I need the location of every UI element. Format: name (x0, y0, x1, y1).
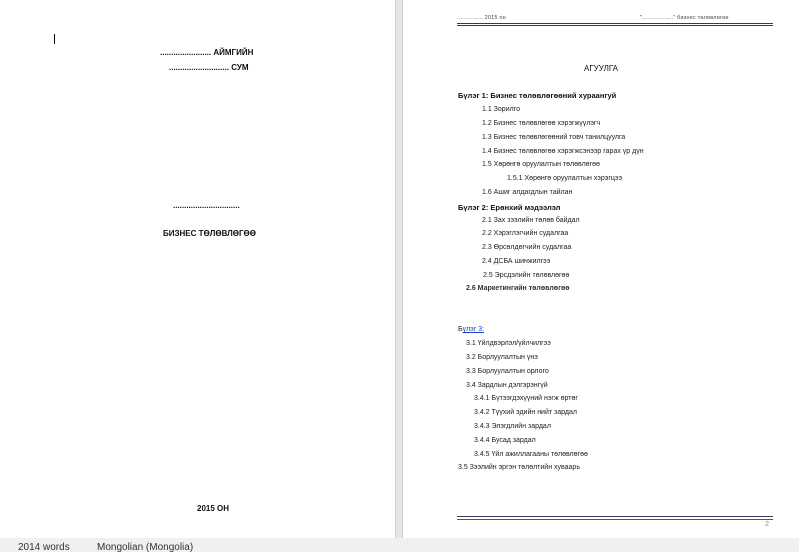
toc-item[interactable]: 3.2 Борлуулалтын үнэ (466, 354, 538, 361)
toc-item[interactable]: 2.3 Өрсөлдөгчийн судалгаа (482, 244, 572, 251)
toc-item[interactable]: 1.4 Бизнес төлөвлөгөө хэрэгжсэнээр гарах үр дүн (482, 148, 644, 155)
toc-item[interactable]: 2.6 Маркетингийн төлөвлөгөө (466, 285, 570, 292)
toc-item[interactable]: 1.3 Бизнес төлөвлөгөөний товч танилцуулга (482, 134, 626, 141)
document-page-2[interactable] (403, 0, 799, 538)
text-cursor (54, 34, 55, 44)
document-page-1[interactable] (0, 0, 395, 538)
word-count[interactable]: 2014 words (18, 542, 70, 552)
toc-subitem[interactable]: 3.4.4 Бусад зардал (474, 437, 536, 444)
toc-chapter-3-prefix: Б (458, 326, 463, 333)
header-left: ............... 2015 он (457, 15, 506, 21)
status-bar (0, 538, 799, 552)
toc-chapter-3[interactable] (458, 326, 484, 333)
toc-item[interactable]: 2.4 ДСБА шинжилгээ (482, 258, 551, 265)
toc-item[interactable]: 2.2 Хэрэглэгчийн судалгаа (482, 230, 569, 237)
aimag-line: ....................... АЙМГИЙН (160, 48, 254, 57)
page-number: 2 (765, 521, 769, 528)
toc-chapter-3-link[interactable]: үлэг 3: (462, 326, 485, 333)
header-right: ".................." бизнес төлөвлөгөө (640, 15, 729, 21)
header-rule-2 (457, 25, 773, 26)
toc-item[interactable]: 3.3 Борлуулалтын орлого (466, 368, 549, 375)
toc-item[interactable]: 1.2 Бизнес төлөвлөгөө хэрэгжүүлэгч (482, 120, 601, 127)
toc-subitem[interactable]: 3.4.1 Бүтээгдэхүүний нэгж өртөг (474, 395, 578, 402)
footer-rule-red (457, 519, 773, 520)
toc-item[interactable]: 2.1 Зах зээлийн төлөв байдал (482, 217, 580, 224)
toc-subitem[interactable]: 3.4.2 Түүхий эдийн нийт зардал (474, 409, 577, 416)
toc-title: АГУУЛГА (584, 64, 618, 73)
document-title: БИЗНЕС ТӨЛӨВЛӨГӨӨ (163, 229, 256, 238)
toc-item[interactable]: 1.1 Зорилго (482, 106, 520, 113)
toc-subitem[interactable]: 1.5.1 Хөрөнгө оруулалтын хэрэгцээ (507, 175, 623, 182)
toc-item[interactable]: 3.4 Зардлын дэлгэрэнгүй (466, 382, 548, 389)
toc-item[interactable]: 3.1 Үйлдвэрлэл/үйлчилгээ (466, 340, 551, 347)
document-year: 2015 ОН (197, 504, 230, 513)
toc-item[interactable]: 1.6 Ашиг алдагдлын тайлан (482, 189, 573, 196)
header-rule (457, 23, 773, 24)
dots-line: .............................. (173, 201, 240, 210)
toc-subitem[interactable]: 3.4.5 Үйл ажиллагааны төлөвлөгөө (474, 451, 588, 458)
language-indicator[interactable]: Mongolian (Mongolia) (97, 542, 194, 552)
footer-rule-dark (457, 516, 773, 517)
toc-item[interactable]: 1.5 Хөрөнгө оруулалтын төлөвлөгөө (482, 161, 600, 168)
toc-subitem[interactable]: 3.4.3 Элэгдлийн зардал (474, 423, 551, 430)
toc-item[interactable]: 2.5 Эрсдэлийн төлөвлөгөө (483, 272, 570, 279)
sum-line: ........................... СУМ (169, 63, 249, 72)
toc-chapter-2[interactable]: Бүлэг 2: Ерөнхий мэдээлэл (458, 203, 561, 212)
toc-item[interactable]: 3.5 Зээлийн эргэн төлөлтийн хуваарь (458, 464, 580, 471)
toc-chapter-1[interactable]: Бүлэг 1: Бизнес төлөвлөгөөний хураангуй (458, 91, 617, 100)
